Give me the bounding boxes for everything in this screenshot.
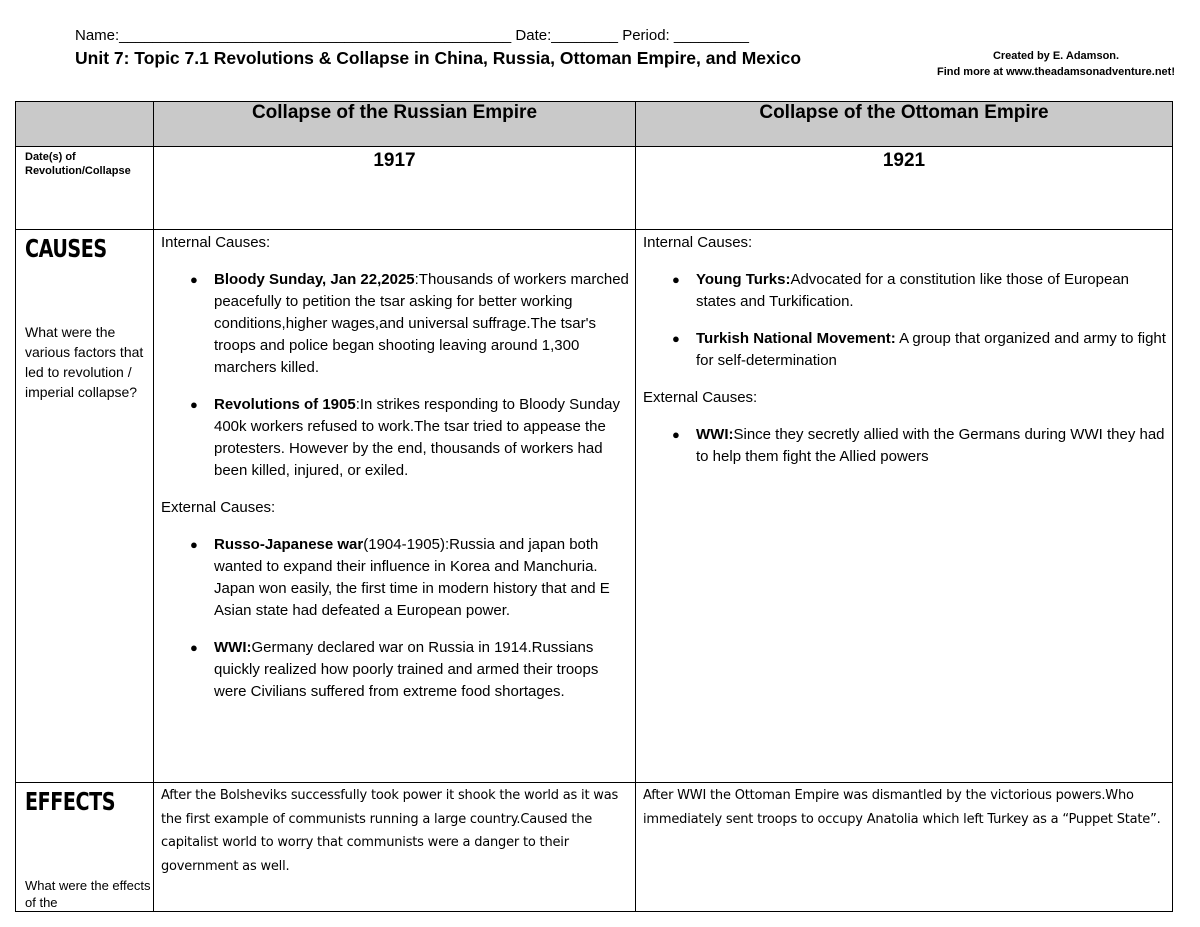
header-row [16,102,1173,147]
causes-row [16,230,1173,783]
header-russia: Collapse of the Russian Empire [154,102,636,147]
cause-term: Revolutions of 1905 [214,396,356,413]
russia-internal-list [161,269,635,482]
bullet-icon: ● [190,397,198,412]
effects-row [16,783,1173,912]
header-blank-cell [16,102,154,147]
effects-title: EFFECTS [25,787,116,816]
russia-date: 1917 [154,147,636,230]
cause-text: :In strikes responding to Bloody Sunday 400k workers refused to work.The tsar tried to appease the protesters. However by the end, thousands of workers had been killed, injured, or exiled. [214,396,621,479]
ottoman-causes-cell [636,230,1173,783]
list-item [190,637,635,703]
russia-effects-cell: After the Bolsheviks successfully took power it shook the world as it was the first example of communists running a large country.Caused the capitalist world to worry that communists were a danger to their government as well. [154,783,636,912]
ottoman-date: 1921 [636,147,1173,230]
russia-external-list [161,534,635,703]
russia-external-label: External Causes: [161,499,276,516]
cause-term: Bloody Sunday, Jan 22,2025 [214,271,415,288]
cause-text: A group that organized and army to fight for self-determination [696,330,1166,369]
effects-question: What were the effects of the [25,878,151,910]
cause-text: Germany declared war on Russia in 1914.Russians quickly realized how poorly trained and armed their troops were Civilians suffered from extreme food shortages. [214,639,599,700]
bullet-icon: ● [672,331,680,346]
cause-text: Advocated for a constitution like those of European states and Turkification. [696,271,1130,310]
bullet-icon: ● [190,537,198,552]
dates-label: Date(s) of Revolution/Collapse [16,147,154,230]
cause-term: Russo-Japanese war [214,536,364,553]
unit-title: Unit 7: Topic 7.1 Revolutions & Collapse in China, Russia, Ottoman Empire, and Mexico [75,48,802,68]
ottoman-external-label: External Causes: [643,389,758,406]
list-item [672,269,1172,313]
credit-block [912,48,1200,80]
list-item [190,534,635,622]
ottoman-internal-label: Internal Causes: [643,234,753,251]
comparison-table [15,101,1173,912]
bullet-icon: ● [672,272,680,287]
list-item [672,424,1172,468]
russia-internal-label: Internal Causes: [161,234,271,251]
cause-term: Turkish National Movement: [696,330,896,347]
causes-question: What were the various factors that led to revolution / imperial collapse? [25,324,144,400]
cause-term: WWI: [696,426,734,443]
causes-side [16,230,154,783]
name-date-period-line: Name:_______________________________________________ Date:________ Period: _________ [75,27,749,44]
ottoman-internal-list [643,269,1172,372]
cause-term: WWI: [214,639,252,656]
ottoman-effects-cell: After WWI the Ottoman Empire was dismantled by the victorious powers.Who immediately sent troops to occupy Anatolia which left Turkey as a “Puppet State”. [636,783,1173,912]
dates-row [16,147,1173,230]
ottoman-external-list [643,424,1172,468]
cause-term: Young Turks: [696,271,791,288]
causes-title: CAUSES [25,234,107,263]
bullet-icon: ● [672,427,680,442]
credit-link[interactable]: Find more at www.theadamsonadventure.net! [937,66,1175,78]
credit-author: Created by E. Adamson. [992,50,1120,62]
header-ottoman: Collapse of the Ottoman Empire [636,102,1173,147]
cause-text: :Thousands of workers marched peacefully to petition the tsar asking for better working conditions,higher wages,and universal suffrage.The tsar's troops and police began shooting leaving around 1,300 marchers killed. [214,271,629,376]
list-item [190,269,635,379]
cause-text: Since they secretly allied with the Germans during WWI they had to help them fight the Allied powers [696,426,1165,465]
list-item [672,328,1172,372]
cause-text: (1904-1905):Russia and japan both wanted to expand their influence in Korea and Manchuria. Japan won easily, the first time in modern history that and E Asian state had defeated a European power. [214,536,610,619]
russia-causes-cell [154,230,636,783]
bullet-icon: ● [190,272,198,287]
list-item [190,394,635,482]
effects-side [16,783,154,912]
bullet-icon: ● [190,640,198,655]
